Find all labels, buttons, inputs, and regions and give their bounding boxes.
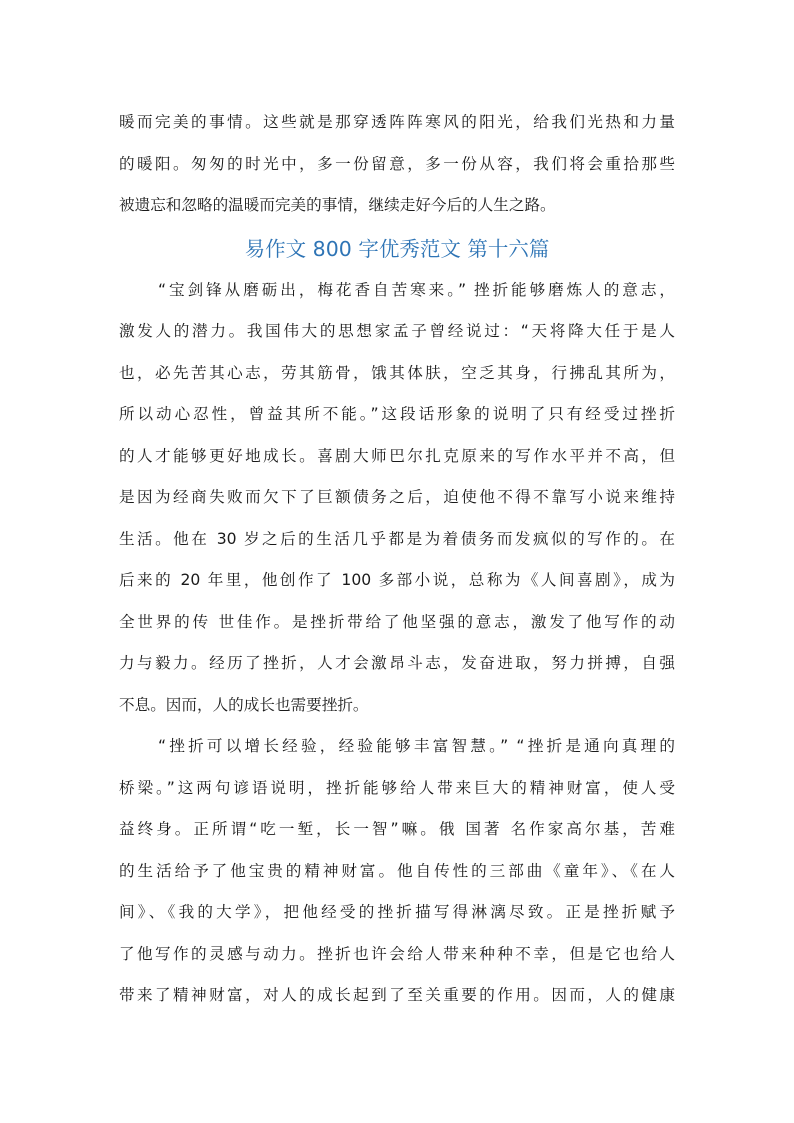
- text-line: 间》、《我的大学》，把他经受的挫折描写得淋漓尽致。正是挫折赋予: [119, 903, 675, 921]
- text-line: 是因为经商失败而欠下了巨额债务之后，迫使他不得不靠写小说来维持: [119, 488, 675, 506]
- text-line: 益终身。正所谓“吃一堑，长一智”嘛。俄 国著 名作家高尔基，苦难: [119, 820, 675, 838]
- text-line: 全世界的传 世佳作。是挫折带给了他坚强的意志，激发了他写作的动: [119, 612, 675, 631]
- document-body: [119, 102, 675, 1017]
- text-line: 桥梁。”这两句谚语说明，挫折能够给人带来巨大的精神财富，使人受: [119, 778, 675, 797]
- text-line: “挫折可以增长经验，经验能够丰富智慧。” “挫折是通向真理的: [158, 737, 675, 755]
- text-line: 带来了精神财富，对人的成长起到了至关重要的作用。因而，人的健康: [119, 986, 675, 1004]
- text-line: 所以动心忍性，曾益其所不能。”这段话形象的说明了只有经受过挫折: [119, 405, 675, 423]
- text-line: 生活。他在 30 岁之后的生活几乎都是为着债务而发疯似的写作的。在: [119, 529, 675, 548]
- text-line: 被遗忘和忽略的温暖而完美的事情，继续走好今后的人生之路。: [119, 196, 556, 214]
- text-line: 力与毅力。经历了挫折，人才会激昂斗志，发奋进取，努力拼搏，自强: [119, 654, 675, 672]
- section-title: 易作文 800 字优秀范文 第十六篇: [244, 236, 550, 261]
- text-line: “宝剑锋从磨砺出，梅花香自苦寒来。” 挫折能够磨炼人的意志，: [158, 280, 675, 299]
- text-line: 的生活给予了他宝贵的精神财富。他自传性的三部曲《童年》、《在人: [119, 861, 675, 880]
- paragraph-hardship-will: [119, 270, 675, 727]
- text-line: 不息。因而，人的成长也需要挫折。: [119, 695, 369, 714]
- text-line: 的人才能够更好地成长。喜剧大师巴尔扎克原来的写作水平并不高，但: [119, 446, 675, 465]
- text-line: 的暖阳。匆匆的时光中，多一份留意，多一份从容，我们将会重拾那些: [119, 154, 675, 173]
- text-line: 也，必先苦其心志，劳其筋骨，饿其体肤，空乏其身，行拂乱其所为，: [119, 363, 675, 382]
- text-line: 了他写作的灵感与动力。挫折也许会给人带来种种不幸，但是它也给人: [119, 944, 675, 963]
- text-line: 激发人的潜力。我国伟大的思想家孟子曾经说过：“天将降大任于是人: [119, 322, 675, 340]
- paragraph-hardship-wisdom: [119, 726, 675, 1017]
- text-line: 暖而完美的事情。这些就是那穿透阵阵寒风的阳光，给我们光热和力量: [119, 113, 675, 131]
- text-line: 后来的 20 年里，他创作了 100 多部小说，总称为《人间喜剧》，成为: [119, 571, 675, 589]
